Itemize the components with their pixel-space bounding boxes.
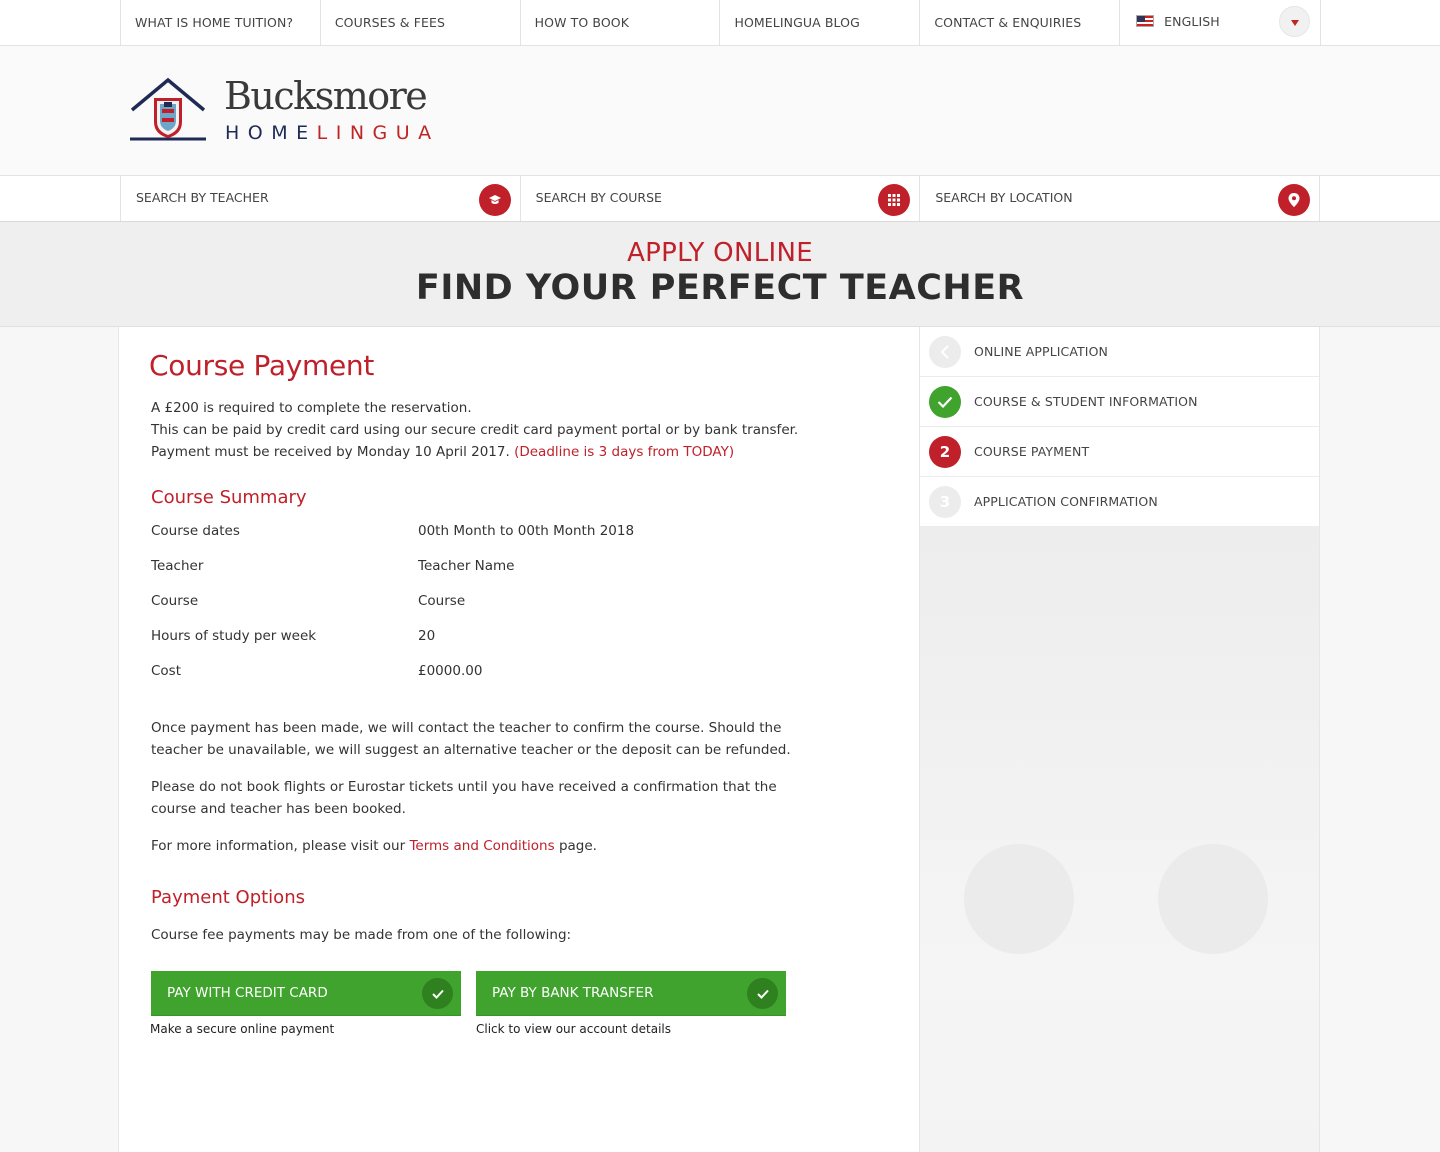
language-selector[interactable] [1120,0,1321,45]
nav-item-contact[interactable]: CONTACT & ENQUIRIES [920,0,1120,45]
intro-line-3 [151,441,798,463]
terms-paragraph [151,835,791,857]
search-options [120,176,1320,221]
faded-avatar [1158,844,1268,954]
top-nav-list [120,0,1321,45]
logo-wordmark: Bucksmore [224,74,427,118]
deadline-note: (Deadline is 3 days from TODAY) [514,444,735,460]
summary-row [151,558,751,593]
credit-card-note: Make a secure online payment [150,1022,335,1036]
step-online-application[interactable] [920,327,1319,377]
intro-line-1: A £200 is required to complete the reservation. [151,400,472,416]
main-content [118,327,920,1152]
step-label: ONLINE APPLICATION [974,344,1108,359]
search-course-label: SEARCH BY COURSE [535,190,662,205]
search-by-location[interactable] [920,176,1320,221]
search-teacher-label: SEARCH BY TEACHER [136,190,269,205]
payment-options-heading: Payment Options [151,887,305,908]
payment-deadline-text: Payment must be received by Monday 10 April 2017. [151,444,510,460]
step-course-payment[interactable] [920,427,1319,477]
check-icon [747,978,778,1009]
travel-warning-paragraph: Please do not book flights or Eurostar tickets until you have received a confirmation that the course and teacher has been booked. [151,779,777,817]
summary-label: Cost [151,663,182,679]
course-summary-heading: Course Summary [151,487,307,508]
pay-bank-transfer-button[interactable] [476,971,786,1016]
search-location-label: SEARCH BY LOCATION [935,190,1073,205]
graduation-cap-icon[interactable] [479,184,511,216]
terms-text-post: page. [554,838,597,854]
steps-list [920,327,1319,527]
pay-credit-card-label: PAY WITH CREDIT CARD [167,985,328,1001]
logo-sub-lingua: LINGUA [316,122,440,144]
summary-value: 00th Month to 00th Month 2018 [418,523,635,539]
page-banner [0,222,1440,327]
summary-row [151,628,751,663]
summary-value: £0000.00 [418,663,483,679]
grid-icon[interactable] [878,184,910,216]
summary-label: Teacher [151,558,204,574]
check-icon [929,386,961,418]
summary-label: Hours of study per week [151,628,317,644]
nav-item-home-tuition[interactable]: WHAT IS HOME TUITION? [121,0,321,45]
application-steps-sidebar [920,327,1320,1152]
page-title: Course Payment [149,349,375,382]
chevron-left-icon [929,336,961,368]
language-label: ENGLISH [1164,14,1220,29]
step-application-confirmation[interactable] [920,477,1319,527]
search-by-teacher[interactable] [121,176,521,221]
summary-row [151,593,751,628]
bank-transfer-note: Click to view our account details [476,1022,672,1036]
search-by-course[interactable] [521,176,921,221]
nav-item-how-to-book[interactable]: HOW TO BOOK [521,0,721,45]
sidebar-background [920,527,1320,1152]
payment-options-intro: Course fee payments may be made from one of the following: [151,927,572,943]
step-course-student-info[interactable] [920,377,1319,427]
step-label: APPLICATION CONFIRMATION [974,494,1158,509]
terms-text-pre: For more information, please visit our [151,838,410,854]
nav-item-blog[interactable]: HOMELINGUA BLOG [720,0,920,45]
step-label: COURSE PAYMENT [974,444,1090,459]
pay-bank-transfer-label: PAY BY BANK TRANSFER [492,985,654,1001]
summary-value: 20 [418,628,436,644]
faded-avatar [964,844,1074,954]
confirmation-paragraph: Once payment has been made, we will contact the teacher to confirm the course. Should the teacher be unavailable, we will suggest an alternative teacher or the deposit can be refunded. [151,720,791,758]
site-header [0,46,1440,175]
map-pin-icon[interactable] [1278,184,1310,216]
house-crest-icon [128,76,208,146]
summary-label: Course [151,593,199,609]
logo[interactable] [128,74,440,146]
banner-title: FIND YOUR PERFECT TEACHER [415,268,1025,308]
search-bar [0,175,1440,222]
check-icon [422,978,453,1009]
summary-value: Course [418,593,466,609]
step-number-badge: 2 [929,436,961,468]
summary-row [151,523,751,558]
course-summary-table [151,523,751,698]
payment-intro [151,397,798,463]
logo-sub-home: HOME [225,122,317,144]
chevron-down-icon[interactable] [1279,6,1310,37]
step-label: COURSE & STUDENT INFORMATION [974,394,1198,409]
intro-line-2: This can be paid by credit card using our secure credit card payment portal or by bank transfer. [151,422,799,438]
nav-item-courses-fees[interactable]: COURSES & FEES [321,0,521,45]
pay-credit-card-button[interactable] [151,971,461,1016]
us-flag-icon [1136,15,1154,27]
top-navigation [0,0,1440,46]
summary-value: Teacher Name [418,558,515,574]
logo-subtitle [225,122,440,144]
banner-subtitle: APPLY ONLINE [627,238,813,268]
summary-label: Course dates [151,523,240,539]
step-number-badge: 3 [929,486,961,518]
terms-link[interactable]: Terms and Conditions [409,838,555,854]
summary-row [151,663,751,698]
